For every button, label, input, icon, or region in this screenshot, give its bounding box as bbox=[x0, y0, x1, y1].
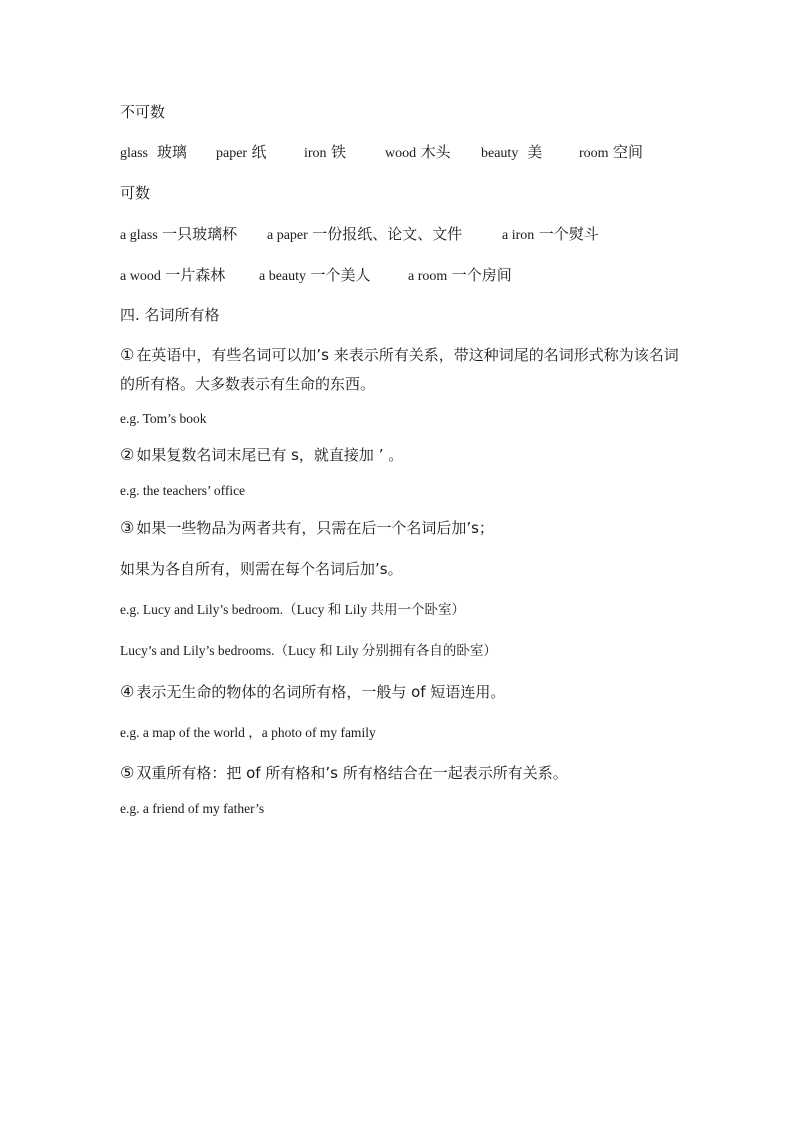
rule-number: ③ bbox=[120, 518, 135, 537]
rule-2-example: e.g. the teachers’ office bbox=[120, 483, 246, 498]
section-title: 四. 名词所有格 bbox=[120, 306, 220, 324]
countable-item: a wood 一片森林 bbox=[120, 266, 226, 284]
countable-item: a iron 一个熨斗 bbox=[502, 225, 599, 243]
uncountable-item: iron 铁 bbox=[304, 143, 347, 161]
rule-3-example-2: Lucy’s and Lily’s bedrooms.（Lucy 和 Lily 分别拥有各自的卧室） bbox=[120, 643, 497, 658]
rule-4-example: e.g. a map of the world ，a photo of my family bbox=[120, 725, 376, 740]
rule-5-example: e.g. a friend of my father’s bbox=[120, 801, 265, 816]
rule-3 bbox=[120, 518, 494, 538]
uncountable-item: paper 纸 bbox=[216, 143, 267, 161]
rule-text: 如果一些物品为两者共有，只需在后一个名词后加’s； bbox=[136, 519, 494, 537]
rule-5 bbox=[120, 763, 568, 783]
rule-text: 在英语中，有些名词可以加’s 来表示所有关系，带这种词尾的名词形式称为该名词的所有格。大多数表示有生命的东西。 bbox=[120, 346, 679, 393]
countable-item: a paper 一份报纸、论文、文件 bbox=[267, 225, 463, 243]
rule-text: 表示无生命的物体的名词所有格，一般与 of 短语连用。 bbox=[136, 683, 506, 701]
uncountable-item: beauty 美 bbox=[481, 143, 543, 161]
rule-text: 双重所有格：把 of 所有格和’s 所有格结合在一起表示所有关系。 bbox=[136, 764, 568, 782]
rule-2 bbox=[120, 445, 403, 465]
uncountable-heading: 不可数 bbox=[120, 103, 166, 121]
countable-item: a room 一个房间 bbox=[408, 266, 512, 284]
rule-4 bbox=[120, 682, 505, 702]
rule-1-example: e.g. Tom’s book bbox=[120, 411, 207, 426]
uncountable-item: wood 木头 bbox=[385, 143, 451, 161]
countable-heading: 可数 bbox=[120, 184, 151, 202]
rule-number: ① bbox=[120, 345, 135, 364]
rule-number: ④ bbox=[120, 682, 135, 701]
uncountable-item: glass 玻璃 bbox=[120, 143, 187, 161]
rule-1 bbox=[120, 340, 680, 399]
rule-text: 如果复数名词末尾已有 s，就直接加 ’ 。 bbox=[136, 446, 404, 464]
rule-number: ② bbox=[120, 445, 135, 464]
rule-number: ⑤ bbox=[120, 763, 135, 782]
rule-3-example-1: e.g. Lucy and Lily’s bedroom.（Lucy 和 Lily 共用一个卧室） bbox=[120, 602, 465, 617]
rule-3-text-2: 如果为各自所有，则需在每个名词后加’s。 bbox=[120, 560, 403, 578]
countable-item: a glass 一只玻璃杯 bbox=[120, 225, 238, 243]
uncountable-item: room 空间 bbox=[579, 143, 644, 161]
countable-item: a beauty 一个美人 bbox=[259, 266, 371, 284]
